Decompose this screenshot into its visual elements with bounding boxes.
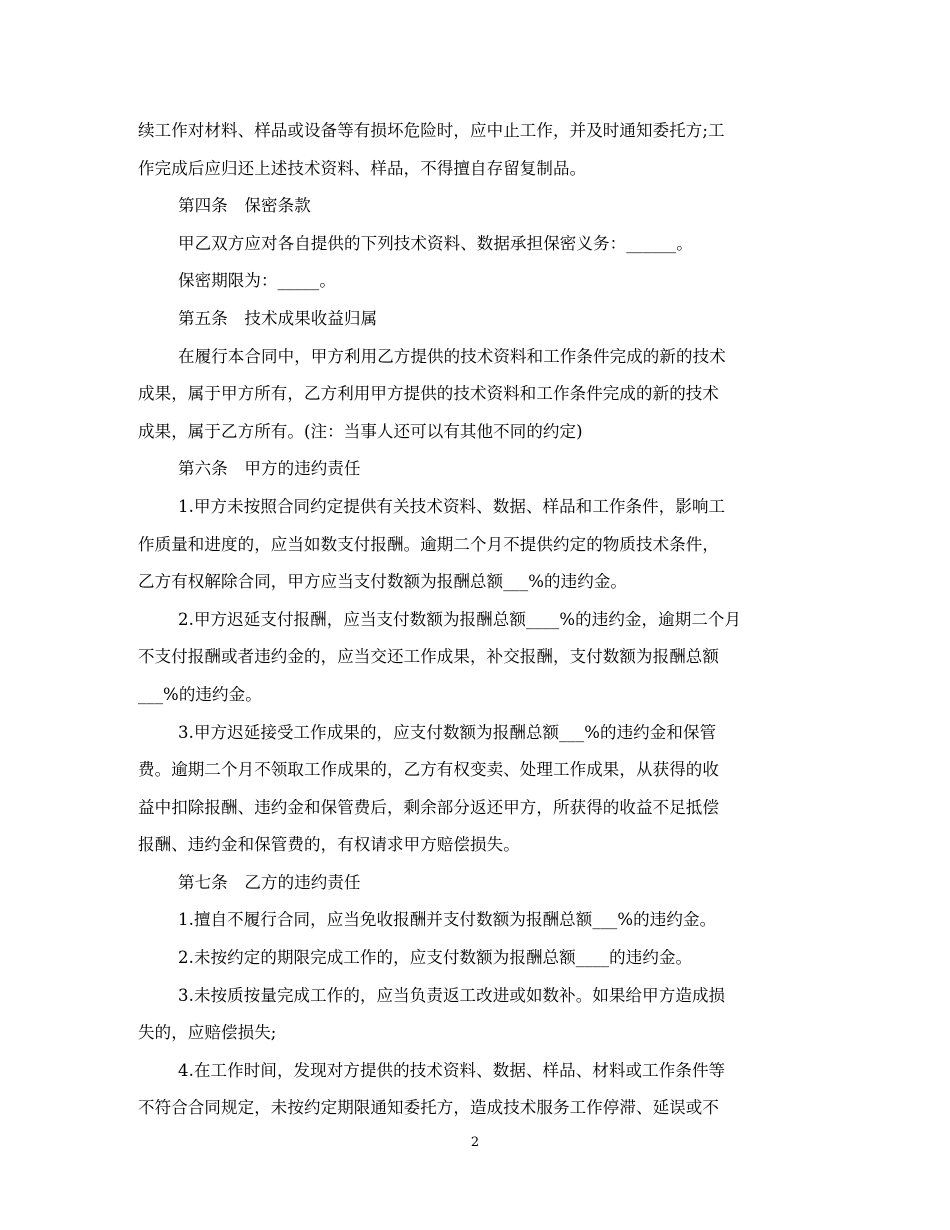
text-line: 1.甲方未按照合同约定提供有关技术资料、数据、样品和工作条件，影响工 <box>178 496 726 516</box>
text-line: 保密期限为：_____。 <box>178 271 336 291</box>
text-line: 甲乙双方应对各自提供的下列技术资料、数据承担保密义务：______。 <box>178 233 693 253</box>
text-line: 成果，属于乙方所有。(注：当事人还可以有其他不同的约定) <box>138 421 583 441</box>
text-line: 报酬、违约金和保管费的，有权请求甲方赔偿损失。 <box>138 835 520 855</box>
text-line: 2.未按约定的期限完成工作的，应支付数额为报酬总额____的违约金。 <box>178 948 693 968</box>
text-line: 1.擅自不履行合同，应当免收报酬并支付数额为报酬总额___%的违约金。 <box>178 910 717 930</box>
text-line: 3.未按质按量完成工作的，应当负责返工改进或如数补。如果给甲方造成损 <box>178 985 726 1005</box>
text-line: 不支付报酬或者违约金的，应当交还工作成果，补交报酬，支付数额为报酬总额 <box>138 647 719 667</box>
text-line: 第四条 保密条款 <box>178 196 311 216</box>
text-line: 在履行本合同中，甲方利用乙方提供的技术资料和工作条件完成的新的技术 <box>178 346 726 366</box>
text-line: 3.甲方迟延接受工作成果的，应支付数额为报酬总额___%的违约金和保管 <box>178 722 717 742</box>
text-line: 第七条 乙方的违约责任 <box>178 872 361 892</box>
text-line: 第六条 甲方的违约责任 <box>178 459 361 479</box>
text-line: 2.甲方迟延支付报酬，应当支付数额为报酬总额____%的违约金，逾期二个月 <box>178 609 742 629</box>
text-line: 作质量和进度的，应当如数支付报酬。逾期二个月不提供约定的物质技术条件， <box>138 534 719 554</box>
text-line: 续工作对材料、样品或设备等有损坏危险时，应中止工作，并及时通知委托方;工 <box>138 121 725 140</box>
text-line: 益中扣除报酬、违约金和保管费后，剩余部分返还甲方，所获得的收益不足抵偿 <box>138 797 719 817</box>
page-number: 2 <box>470 1135 480 1150</box>
text-line: 第五条 技术成果收益归属 <box>178 308 378 328</box>
text-line: 不符合合同规定，未按约定期限通知委托方，造成技术服务工作停滞、延误或不 <box>138 1098 719 1118</box>
text-line: ___%的违约金。 <box>138 684 262 704</box>
text-line: 4.在工作时间，发现对方提供的技术资料、数据、样品、材料或工作条件等 <box>178 1060 726 1080</box>
text-line: 成果，属于甲方所有，乙方利用甲方提供的技术资料和工作条件完成的新的技术 <box>138 384 719 404</box>
document-body <box>138 112 802 1127</box>
text-line: 作完成后应归还上述技术资料、样品，不得擅自存留复制品。 <box>138 158 587 178</box>
text-line: 失的，应赔偿损失; <box>138 1023 277 1043</box>
text-line: 乙方有权解除合同，甲方应当支付数额为报酬总额___%的违约金。 <box>138 572 628 592</box>
text-line: 费。逾期二个月不领取工作成果的，乙方有权变卖、处理工作成果，从获得的收 <box>138 760 719 780</box>
